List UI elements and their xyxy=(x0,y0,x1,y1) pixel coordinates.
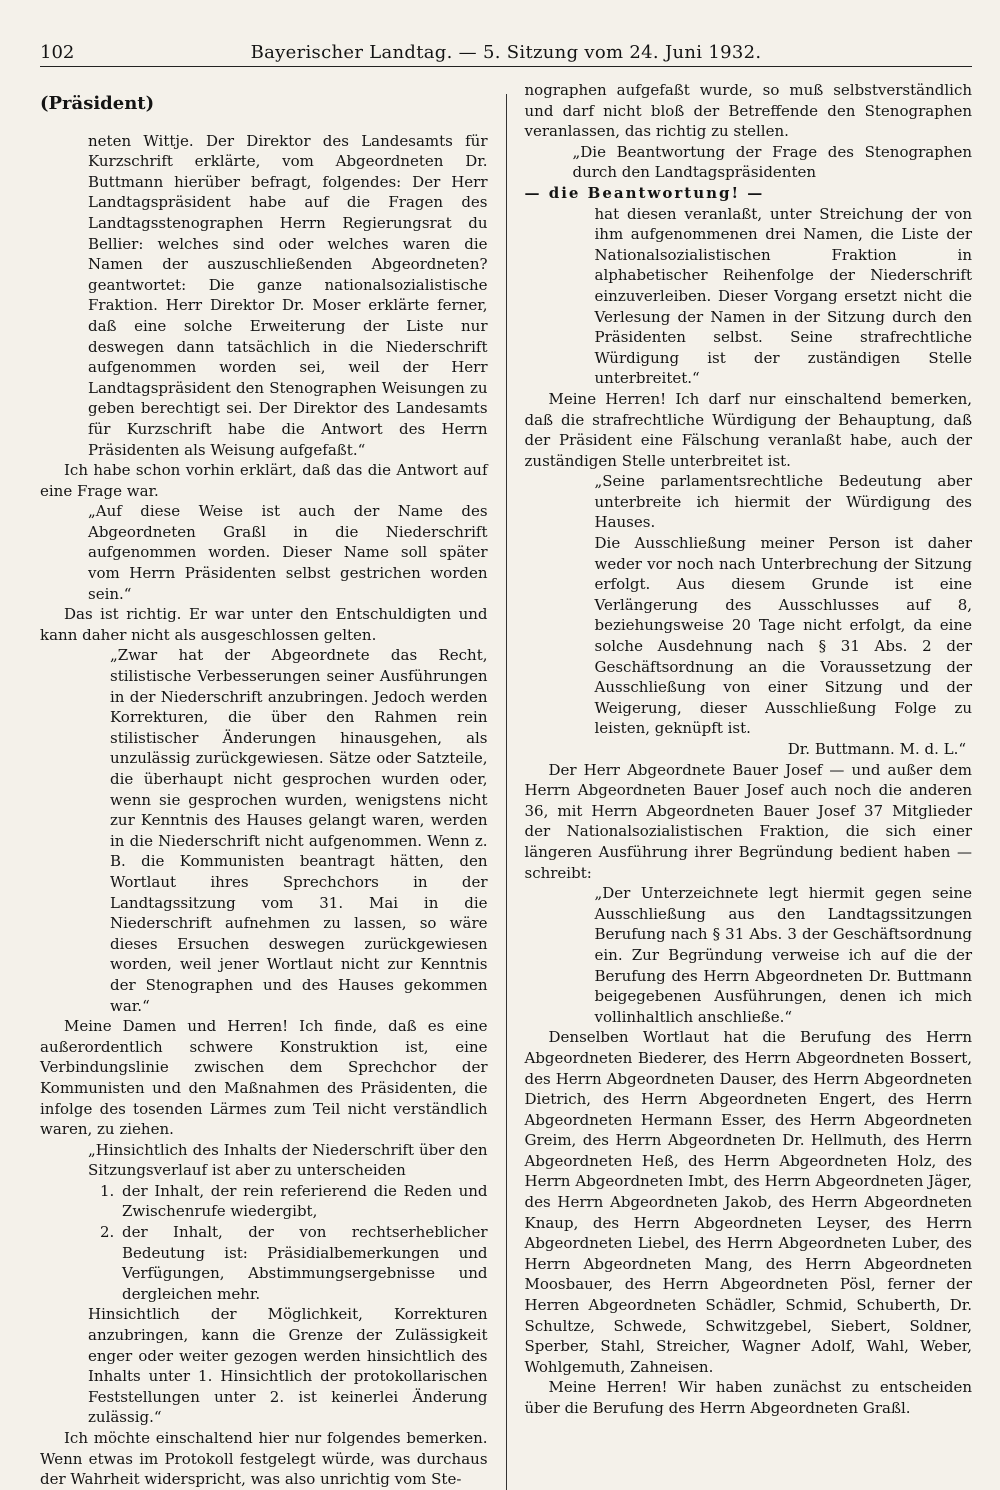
quote-paragraph: „Auf diese Weise ist auch der Name des Abgeordneten Graßl in die Niederschrift aufgenommen worden. Dieser Name soll später vom Herrn Präsidenten selbst gestrichen worden sein.“ xyxy=(88,502,488,603)
speaker-tag: (Präsident) xyxy=(40,93,155,114)
running-head: Bayerischer Landtag. — 5. Sitzung vom 24. Juni 1932. xyxy=(250,42,762,63)
paragraph: neten Wittje. Der Direktor des Landesamts für Kurzschrift erklärte, vom Abgeordneten Dr. Buttmann hierüber befragt, folgendes: Der Herr Landtagspräsident habe auf die Fragen des Landtagsstenographen Herrn Regierungsrat du Bellier: welches sind oder welches waren die Namen der auszuschließenden Abgeordneten? geantwortet: Die ganze nationalsozialistische Fraktion. Herr Direktor Dr. Moser erklärte ferner, daß eine solche Erweiterung der Liste nur deswegen dann tatsächlich in die Niederschrift aufgenommen worden sei, weil der Herr Landtagspräsident den Stenographen Weisungen zu geben berechtigt sei. Der Direktor des Landesamts für Kurzschrift habe die Antwort des Herrn Präsidenten als Weisung aufgefaßt.“ xyxy=(88,131,488,459)
paragraph: Ich möchte einschaltend hier nur folgendes bemerken. Wenn etwas im Protokoll festgelegt würde, was durchaus der Wahrheit widerspricht, was also unrichtig vom Ste- xyxy=(40,1429,488,1489)
signature: Dr. Buttmann. M. d. L.“ xyxy=(787,740,967,758)
column-rule xyxy=(506,94,507,1490)
quote-paragraph: „Hinsichtlich des Inhalts der Niederschrift über den Sitzungsverlauf ist aber zu unterscheiden xyxy=(88,1140,488,1180)
quote-paragraph: „Zwar hat der Abgeordnete das Recht, stilistische Verbesserungen seiner Ausführungen in der Niederschrift anzubringen. Jedoch werden Korrekturen, die über den Rahmen rein stilistischer Änderungen hinausgehen, als unzulässig zurückgewiesen. Sätze oder Satzteile, die überhaupt nicht gesprochen wurden oder, wenn sie gesprochen wurden, wenigstens nicht zur Kenntnis des Hauses gelangt waren, werden in die Niederschrift nicht aufgenommen. Wenn z. B. die Kommunisten beantragt hätten, den Wortlaut ihres Sprechchors in der Landtagssitzung vom 31. Mai in die Niederschrift aufnehmen zu lassen, so wäre dieses Ersuchen deswegen zurückgewiesen worden, weil jener Wortlaut nicht zur Kenntnis der Stenographen und des Hauses gekommen war.“ xyxy=(110,646,488,1015)
left-column xyxy=(40,80,488,1490)
quote-paragraph: hat diesen veranlaßt, unter Streichung der von ihm aufgenommenen drei Namen, die Liste der Nationalsozialistischen Fraktion in alphabetischer Reihenfolge der Niederschrift einzuverleiben. Dieser Vorgang ersetzt nicht die Verlesung der Namen in der Sitzung durch den Präsidenten selbst. Seine strafrechtliche Würdigung ist der zuständigen Stelle unterbreitet.“ xyxy=(594,204,973,388)
list-text: der Inhalt, der rein referierend die Reden und Zwischenrufe wiedergibt, xyxy=(122,1181,488,1221)
paragraph: Meine Herren! Wir haben zunächst zu entscheiden über die Berufung des Herrn Abgeordneten Graßl. xyxy=(524,1378,973,1417)
quote-paragraph: „Der Unterzeichnete legt hiermit gegen seine Ausschließung aus den Landtagssitzungen Berufung nach § 31 Abs. 3 der Geschäftsordnung ein. Zur Begründung verweise ich auf die der Berufung des Herrn Abgeordneten Dr. Buttmann beigegebenen Ausführungen, denen ich mich vollinhaltlich anschließe.“ xyxy=(594,884,973,1026)
paragraph: Das ist richtig. Er war unter den Entschuldigten und kann daher nicht als ausgeschlossen gelten. xyxy=(40,605,488,644)
header-rule xyxy=(40,66,972,67)
quote-paragraph: „Seine parlamentsrechtliche Bedeutung aber unterbreite ich hiermit der Würdigung des Hauses. xyxy=(594,472,973,532)
paragraph: Denselben Wortlaut hat die Berufung des Herrn Abgeordneten Biederer, des Herrn Abgeordneten Bossert, des Herrn Abgeordneten Dauser, des Herrn Abgeordneten Dietrich, des Herrn Abgeordneten Engert, des Herrn Abgeordneten Hermann Esser, des Herrn Abgeordneten Greim, des Herrn Abgeordneten Dr. Hellmuth, des Herrn Abgeordneten Heß, des Herrn Abgeordneten Holz, des Herrn Abgeordneten Imbt, des Herrn Abgeordneten Jäger, des Herrn Abgeordneten Jakob, des Herrn Abgeordneten Knaup, des Herrn Abgeordneten Leyser, des Herrn Abgeordneten Liebel, des Herrn Abgeordneten Luber, des Herrn Abgeordneten Mang, des Herrn Abgeordneten Moosbauer, des Herrn Abgeordneten Pösl, ferner der Herren Abgeordneten Schädler, Schmid, Schuberth, Dr. Schultze, Schwede, Schwitzgebel, Siebert, Soldner, Sperber, Stahl, Streicher, Wagner Adolf, Wahl, Weber, Wohlgemuth, Zahneisen. xyxy=(524,1028,973,1376)
list-item xyxy=(100,1222,488,1304)
interjection: — die Beantwortung! — xyxy=(524,183,765,202)
paragraph: Meine Herren! Ich darf nur einschaltend bemerken, daß die strafrechtliche Würdigung der Behauptung, daß der Präsident eine Fälschung veranlaßt habe, auch der zuständigen Stelle unterbreitet ist. xyxy=(524,389,973,470)
page-header xyxy=(40,36,972,64)
paragraph: Meine Damen und Herren! Ich finde, daß es eine außerordentlich schwere Konstruktion ist, eine Verbindungslinie zwischen dem Sprechchor der Kommunisten und den Maßnahmen des Präsidenten, die infolge des tosenden Lärmes zum Teil nicht verständlich waren, zu ziehen. xyxy=(40,1017,488,1139)
paragraph: Der Herr Abgeordnete Bauer Josef — und außer dem Herrn Abgeordneten Bauer Josef auch noch die anderen 36, mit Herrn Abgeordneten Bauer Josef 37 Mitglieder der Nationalsozialistischen Fraktion, die sich einer längeren Ausführung ihrer Begründung bedient haben — schreibt: xyxy=(524,760,973,882)
page-number: 102 xyxy=(40,42,75,63)
paragraph: nographen aufgefaßt wurde, so muß selbstverständlich und darf nicht bloß der Betreffende den Stenographen veranlassen, das richtig zu stellen. xyxy=(524,81,973,141)
list-number: 1. xyxy=(100,1181,115,1200)
quote-paragraph: „Die Beantwortung der Frage des Stenographen durch den Landtagspräsidenten xyxy=(572,142,973,182)
quote-paragraph: Hinsichtlich der Möglichkeit, Korrekturen anzubringen, kann die Grenze der Zulässigkeit enger oder weiter gezogen werden hinsichtlich des Inhalts unter 1. Hinsichtlich der protokollarischen Feststellungen unter 2. ist keinerlei Änderung zulässig.“ xyxy=(88,1305,488,1427)
right-column xyxy=(525,80,973,1490)
list-item xyxy=(100,1181,488,1222)
numbered-list xyxy=(100,1181,488,1305)
list-text: der Inhalt, der von rechtserheblicher Bedeutung ist: Präsidialbemerkungen und Verfügungen, Abstimmungsergebnisse und dergleichen mehr. xyxy=(122,1223,488,1303)
text-columns xyxy=(40,80,972,1490)
list-number: 2. xyxy=(100,1223,115,1242)
paragraph: Ich habe schon vorhin erklärt, daß das die Antwort auf eine Frage war. xyxy=(40,461,488,500)
quote-paragraph: Die Ausschließung meiner Person ist daher weder vor noch nach Unterbrechung der Sitzung erfolgt. Aus diesem Grunde ist eine Verlängerung des Ausschlusses auf 8, beziehungsweise 20 Tage nicht erfolgt, da eine solche Ausdehnung nach § 31 Abs. 2 der Geschäftsordnung an die Voraussetzung der Ausschließung von einer Sitzung und der Weigerung, dieser Ausschließung Folge zu leisten, geknüpft ist. xyxy=(594,534,973,738)
